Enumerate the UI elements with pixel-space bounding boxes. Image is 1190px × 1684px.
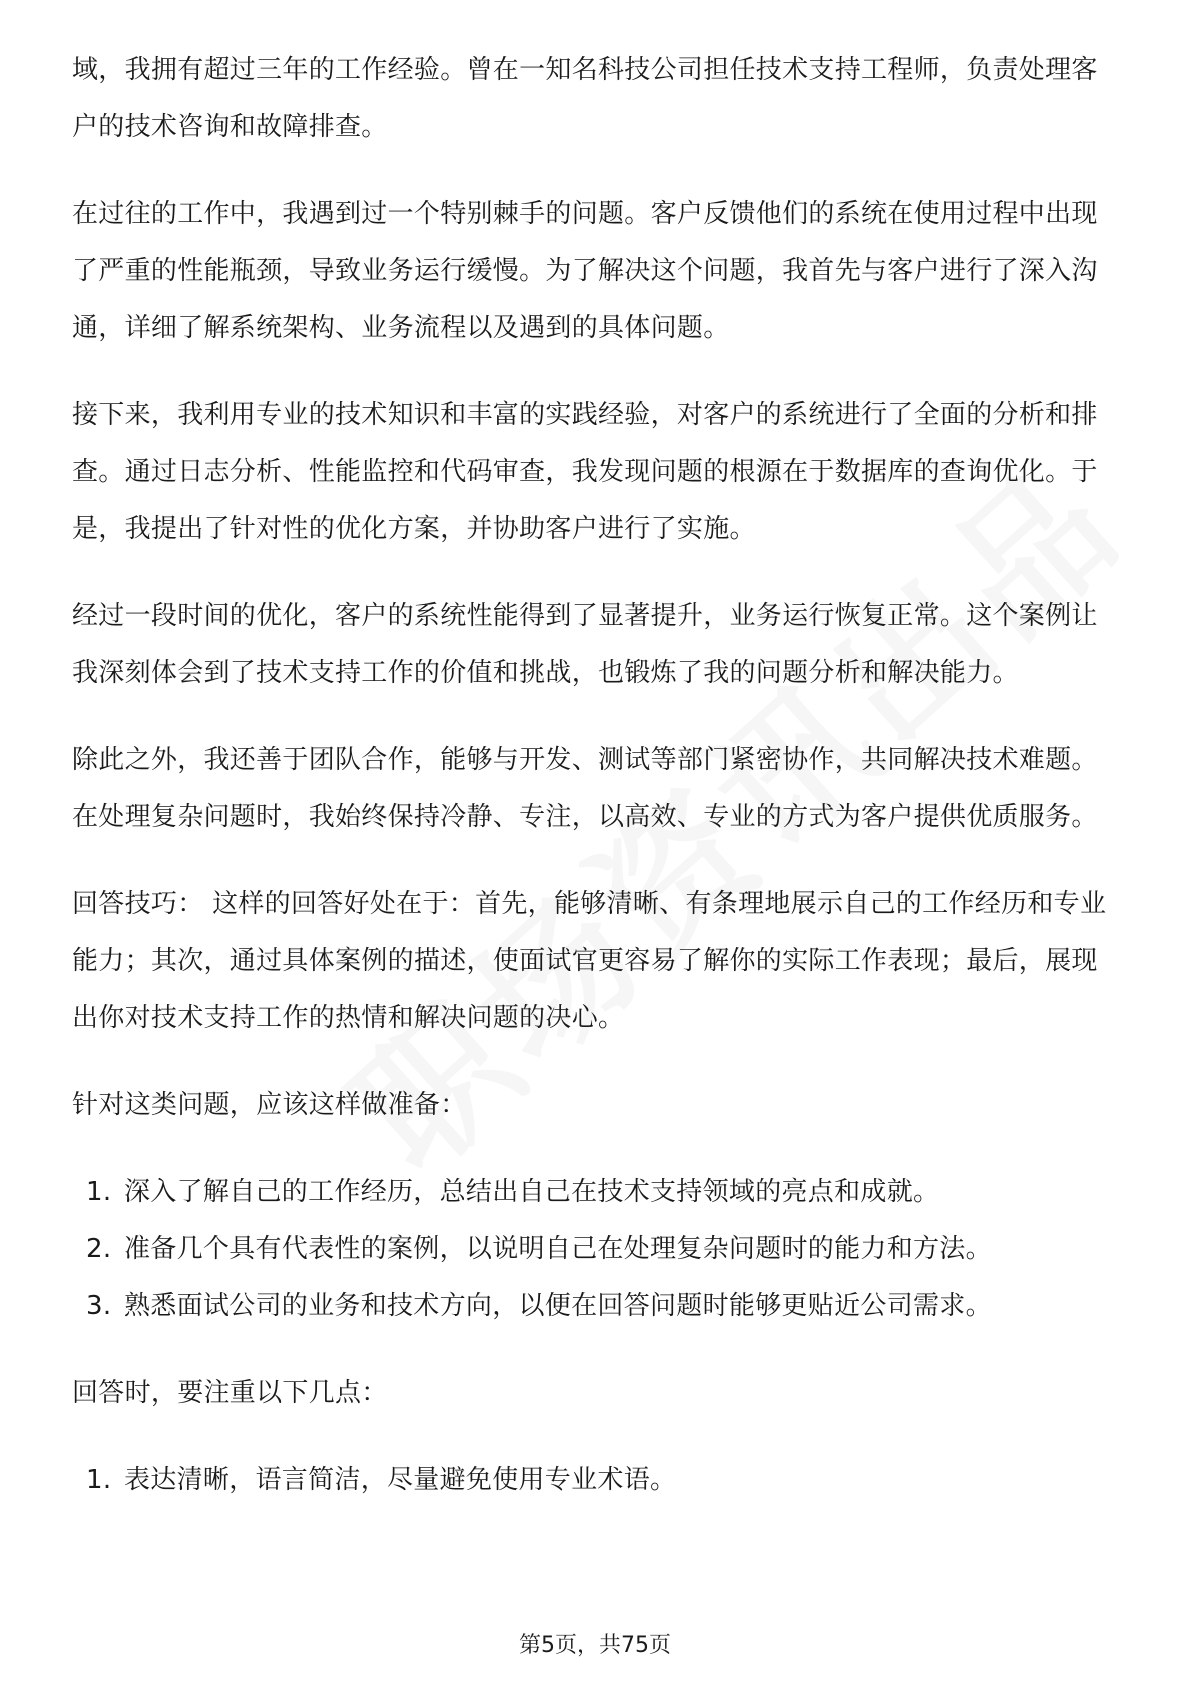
- list-number: 3.: [86, 1291, 112, 1321]
- paragraph: 回答时，要注重以下几点：: [72, 1378, 388, 1408]
- list-number: 1.: [86, 1465, 112, 1495]
- list-item: [72, 1221, 1118, 1278]
- list-number: 1.: [86, 1177, 112, 1207]
- list-item: [72, 1164, 1118, 1221]
- list-item: [72, 1278, 1118, 1335]
- paragraph: 接下来，我利用专业的技术知识和丰富的实践经验，对客户的系统进行了全面的分析和排查。通过日志分析、性能监控和代码审查，我发现问题的根源在于数据库的查询优化。于是，我提出了针对性的优化方案，并协助客户进行了实施。: [72, 400, 1098, 544]
- answer-list: [72, 1452, 1118, 1509]
- paragraph: 经过一段时间的优化，客户的系统性能得到了显著提升，业务运行恢复正常。这个案例让我深刻体会到了技术支持工作的价值和挑战，也锻炼了我的问题分析和解决能力。: [72, 601, 1098, 688]
- paragraph: 针对这类问题，应该这样做准备：: [72, 1090, 467, 1120]
- paragraph: 回答技巧： 这样的回答好处在于：首先，能够清晰、有条理地展示自己的工作经历和专业能力；其次，通过具体案例的描述，使面试官更容易了解你的实际工作表现；最后，展现出你对技术支持工作的热情和解决问题的决心。: [72, 889, 1107, 1033]
- list-item-text: 表达清晰，语言简洁，尽量避免使用专业术语。: [124, 1465, 677, 1495]
- page-number-footer: 第5页，共75页: [519, 1633, 671, 1658]
- list-item: [72, 1452, 1118, 1509]
- list-item-text: 熟悉面试公司的业务和技术方向，以便在回答问题时能够更贴近公司需求。: [124, 1291, 992, 1321]
- list-number: 2.: [86, 1234, 112, 1264]
- list-item-text: 深入了解自己的工作经历，总结出自己在技术支持领域的亮点和成就。: [124, 1177, 940, 1207]
- paragraph: 域，我拥有超过三年的工作经验。曾在一知名科技公司担任技术支持工程师，负责处理客户的技术咨询和故障排查。: [72, 55, 1098, 142]
- paragraph: 除此之外，我还善于团队合作，能够与开发、测试等部门紧密协作，共同解决技术难题。在处理复杂问题时，我始终保持冷静、专注，以高效、专业的方式为客户提供优质服务。: [72, 745, 1098, 832]
- document-body: [72, 42, 1118, 1539]
- list-item-text: 准备几个具有代表性的案例，以说明自己在处理复杂问题时的能力和方法。: [124, 1234, 992, 1264]
- prep-list: [72, 1164, 1118, 1335]
- paragraph: 在过往的工作中，我遇到过一个特别棘手的问题。客户反馈他们的系统在使用过程中出现了严重的性能瓶颈，导致业务运行缓慢。为了解决这个问题，我首先与客户进行了深入沟通，详细了解系统架构、业务流程以及遇到的具体问题。: [72, 199, 1098, 343]
